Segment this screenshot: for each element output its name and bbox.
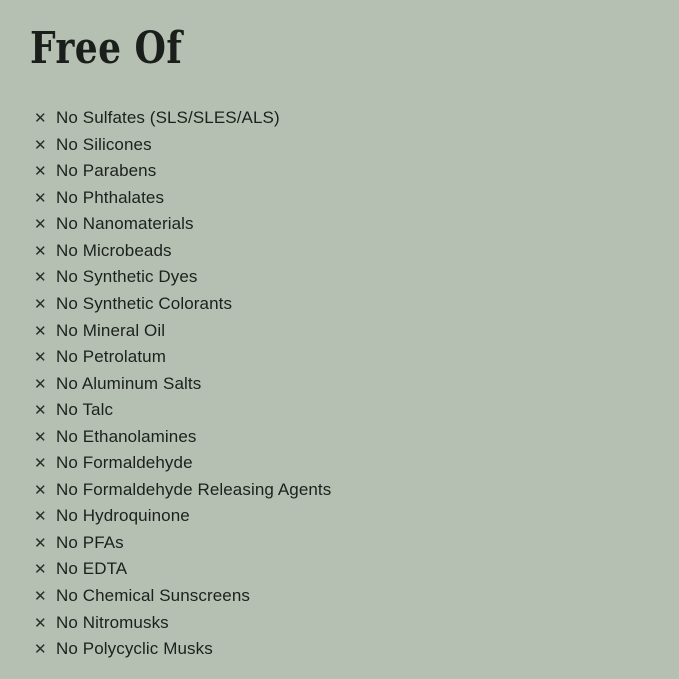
close-x-icon: ✕	[34, 349, 47, 367]
list-item-label: No Mineral Oil	[56, 320, 166, 340]
close-x-icon: ✕	[34, 189, 47, 207]
close-x-icon: ✕	[34, 163, 47, 181]
close-x-icon: ✕	[34, 402, 47, 420]
close-x-icon: ✕	[34, 375, 47, 393]
close-x-icon: ✕	[34, 641, 47, 659]
close-x-icon: ✕	[34, 269, 47, 287]
list-item	[34, 453, 651, 473]
list-item	[34, 506, 651, 526]
list-item-label: No Petrolatum	[56, 347, 166, 367]
list-item-label: No Chemical Sunscreens	[56, 586, 251, 606]
list-item-label: No Synthetic Dyes	[56, 267, 198, 287]
list-item	[34, 586, 651, 606]
list-item	[34, 427, 651, 447]
list-item	[34, 533, 651, 553]
list-item	[34, 374, 651, 394]
list-item	[34, 480, 651, 500]
list-item-label: No Formaldehyde Releasing Agents	[56, 479, 332, 499]
list-item	[34, 188, 651, 208]
list-item-label: No Silicones	[56, 134, 152, 154]
close-x-icon: ✕	[34, 242, 47, 260]
list-item-label: No Nitromusks	[56, 612, 169, 632]
list-item-label: No PFAs	[56, 532, 124, 552]
list-item-label: No Microbeads	[56, 240, 172, 260]
close-x-icon: ✕	[34, 455, 47, 473]
close-x-icon: ✕	[34, 136, 47, 154]
list-item	[34, 161, 651, 181]
close-x-icon: ✕	[34, 216, 47, 234]
close-x-icon: ✕	[34, 296, 47, 314]
close-x-icon: ✕	[34, 561, 47, 579]
list-item	[34, 135, 651, 155]
list-item-label: No Sulfates (SLS/SLES/ALS)	[56, 108, 280, 128]
list-item-label: No Formaldehyde	[56, 453, 193, 473]
list-item	[34, 108, 651, 128]
list-item	[34, 639, 651, 659]
list-item-label: No Ethanolamines	[56, 426, 197, 446]
list-item	[34, 400, 651, 420]
list-item	[34, 613, 651, 633]
close-x-icon: ✕	[34, 508, 47, 526]
list-item-label: No Aluminum Salts	[56, 373, 202, 393]
close-x-icon: ✕	[34, 614, 47, 632]
list-item-label: No Nanomaterials	[56, 214, 194, 234]
list-item-label: No Phthalates	[56, 187, 165, 207]
list-item	[34, 214, 651, 234]
list-item-label: No Parabens	[56, 161, 157, 181]
close-x-icon: ✕	[34, 110, 47, 128]
list-item	[34, 294, 651, 314]
list-item	[34, 559, 651, 579]
close-x-icon: ✕	[34, 588, 47, 606]
list-item-label: No EDTA	[56, 559, 128, 579]
close-x-icon: ✕	[34, 534, 47, 552]
list-item	[34, 241, 651, 261]
list-item-label: No Talc	[56, 400, 114, 420]
list-item-label: No Hydroquinone	[56, 506, 190, 526]
list-item-label: No Synthetic Colorants	[56, 294, 233, 314]
list-item	[34, 347, 651, 367]
page-title: Free Of	[30, 23, 183, 74]
list-item-label: No Polycyclic Musks	[56, 639, 213, 659]
close-x-icon: ✕	[34, 322, 47, 340]
list-item	[34, 321, 651, 341]
free-of-list	[28, 108, 651, 665]
list-item	[34, 267, 651, 287]
close-x-icon: ✕	[34, 428, 47, 446]
close-x-icon: ✕	[34, 481, 47, 499]
